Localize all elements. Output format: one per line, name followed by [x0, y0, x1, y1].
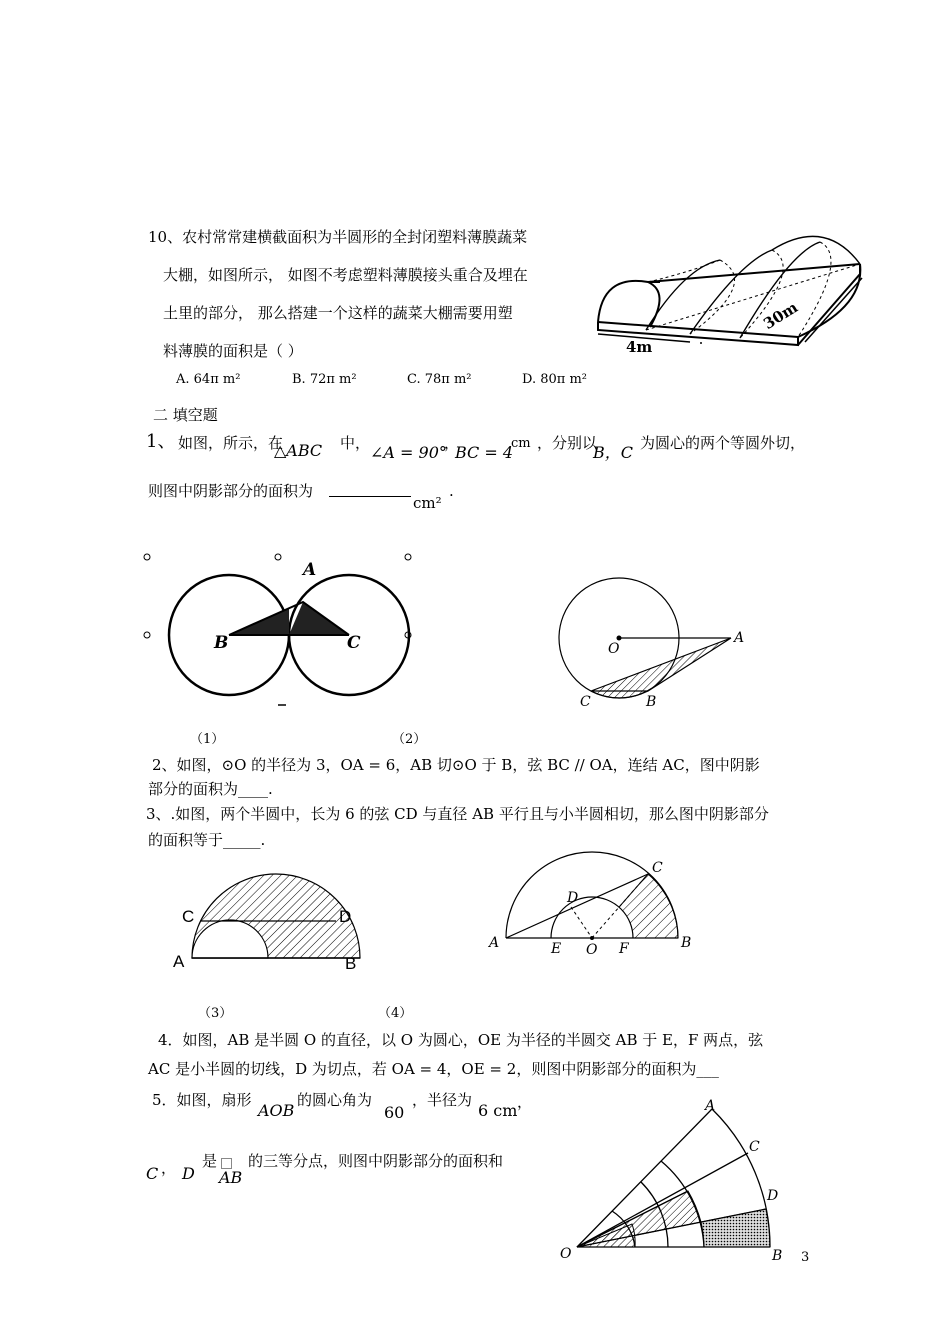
- q1-sep: ，: [444, 434, 460, 452]
- caption-4: （4）: [378, 1006, 413, 1021]
- q10-line2: 大棚，如图所示， 如图不考虑塑料薄膜接头重合及埋在: [163, 266, 528, 284]
- fig3-label-c: C: [182, 907, 195, 926]
- q5-arc: AB: [219, 1168, 243, 1187]
- q10-option-a: A. 64π m²: [176, 372, 241, 387]
- q5-end: ，: [517, 1093, 533, 1111]
- q5-point-c: C: [146, 1164, 159, 1183]
- q1-angle: ∠A = 90°: [370, 443, 447, 462]
- fig5-label-o: O: [560, 1246, 572, 1262]
- q1-unit2: cm²: [413, 494, 442, 512]
- q1-line2: 则图中阴影部分的面积为: [148, 482, 314, 500]
- fig2-label-b: B: [646, 694, 657, 710]
- figure-2-tangent: [560, 575, 760, 715]
- fig3-label-b: B: [345, 954, 357, 973]
- fig1-label-c: C: [347, 633, 361, 653]
- q5-mid2: ，半径为: [412, 1091, 473, 1109]
- q3-line2: 的面积等于_____.: [148, 831, 266, 849]
- q10-line3: 土里的部分， 那么搭建一个这样的蔬菜大棚需要用塑: [163, 304, 513, 322]
- q5-radius: 6 cm: [478, 1101, 518, 1120]
- figure-5-sector: [555, 1090, 795, 1265]
- figure-3-semicircles: [170, 850, 370, 990]
- fig3-label-d: D: [339, 907, 352, 926]
- caption-3: （3）: [198, 1006, 233, 1021]
- caption-2: （2）: [392, 732, 427, 747]
- q1-number: 1、: [146, 431, 176, 452]
- q2-line1: 2、如图，⊙O 的半径为 3，OA = 6，AB 切⊙O 于 B，弦 BC // OA，连结 AC，图中阴影: [152, 756, 760, 774]
- q3-line1: 3、.如图，两个半圆中，长为 6 的弦 CD 与直径 AB 平行且与小半圆相切，那么图中阴影部分: [146, 805, 769, 823]
- q1-unit: cm: [511, 436, 531, 451]
- q5-point-d: D: [182, 1164, 195, 1183]
- q1-post: ，分别以: [537, 434, 598, 452]
- q1-triangle: △ABC: [274, 441, 323, 460]
- greenhouse-figure: [590, 212, 870, 362]
- fig4-label-b: B: [681, 935, 692, 951]
- q10-option-d: D. 80π m²: [522, 372, 587, 387]
- q1-pre: 如图，所示，在: [178, 434, 284, 452]
- q5-mid: 的圆心角为: [297, 1091, 373, 1109]
- fig4-label-a: A: [489, 935, 500, 951]
- q10-line1: 10、农村常常建横截面积为半圆形的全封闭塑料薄膜蔬菜: [148, 228, 528, 246]
- fig5-label-c: C: [749, 1139, 760, 1155]
- q2-line2: 部分的面积为____.: [148, 780, 273, 798]
- q1-bc: BC = 4: [455, 443, 514, 462]
- q5-is: 是: [202, 1152, 218, 1170]
- q10-option-b: B. 72π m²: [292, 372, 357, 387]
- q4-line1: 4．如图，AB 是半圆 O 的直径，以 O 为圆心，OE 为半径的半圆交 AB 于 E，F 两点，弦: [158, 1031, 764, 1049]
- fig4-label-c: C: [652, 860, 663, 876]
- fig5-label-d: D: [767, 1188, 779, 1204]
- fig2-label-c: C: [580, 694, 591, 710]
- figure-1-circles: [140, 548, 420, 718]
- fig5-label-a: A: [705, 1098, 716, 1114]
- fig1-label-a: A: [303, 560, 317, 580]
- fig3-label-a: A: [173, 952, 185, 971]
- fig1-label-b: B: [214, 633, 229, 653]
- page-number: 3: [801, 1250, 810, 1265]
- fig5-label-b: B: [772, 1248, 783, 1264]
- q5-pre: 5．如图，扇形: [152, 1091, 252, 1109]
- q4-line2: AC 是小半圆的切线，D 为切点，若 OA = 4，OE = 2，则图中阴影部分的面积为___: [148, 1060, 719, 1078]
- fig4-label-e: E: [551, 941, 562, 957]
- q5-line2: 的三等分点，则图中阴影部分的面积和: [248, 1152, 504, 1170]
- q1-answer-blank: [329, 496, 411, 497]
- figure-4-semicircle-tangent: [485, 850, 705, 960]
- q5-sector: AOB: [258, 1101, 295, 1120]
- q1-end: .: [449, 482, 454, 500]
- greenhouse-width-label: 4m: [626, 338, 653, 356]
- q10-option-c: C. 78π m²: [407, 372, 472, 387]
- fig4-label-d: D: [567, 890, 579, 906]
- q5-comma: ，: [161, 1159, 177, 1177]
- q10-line4: 料薄膜的面积是（ ）: [163, 342, 303, 360]
- q1-mid: 中，: [340, 434, 371, 452]
- q1-points: B，C: [593, 443, 634, 462]
- fig4-label-f: F: [619, 941, 629, 957]
- section-title: 二 填空题: [153, 406, 218, 424]
- q1-post2: 为圆心的两个等圆外切，: [640, 434, 806, 452]
- fig4-label-o: O: [586, 942, 598, 958]
- fig2-label-a: A: [734, 630, 745, 646]
- q5-angle: 60: [384, 1103, 405, 1122]
- fig2-label-o: O: [608, 641, 620, 657]
- caption-1: （1）: [190, 732, 225, 747]
- greenhouse-length-label: 30m: [760, 298, 801, 333]
